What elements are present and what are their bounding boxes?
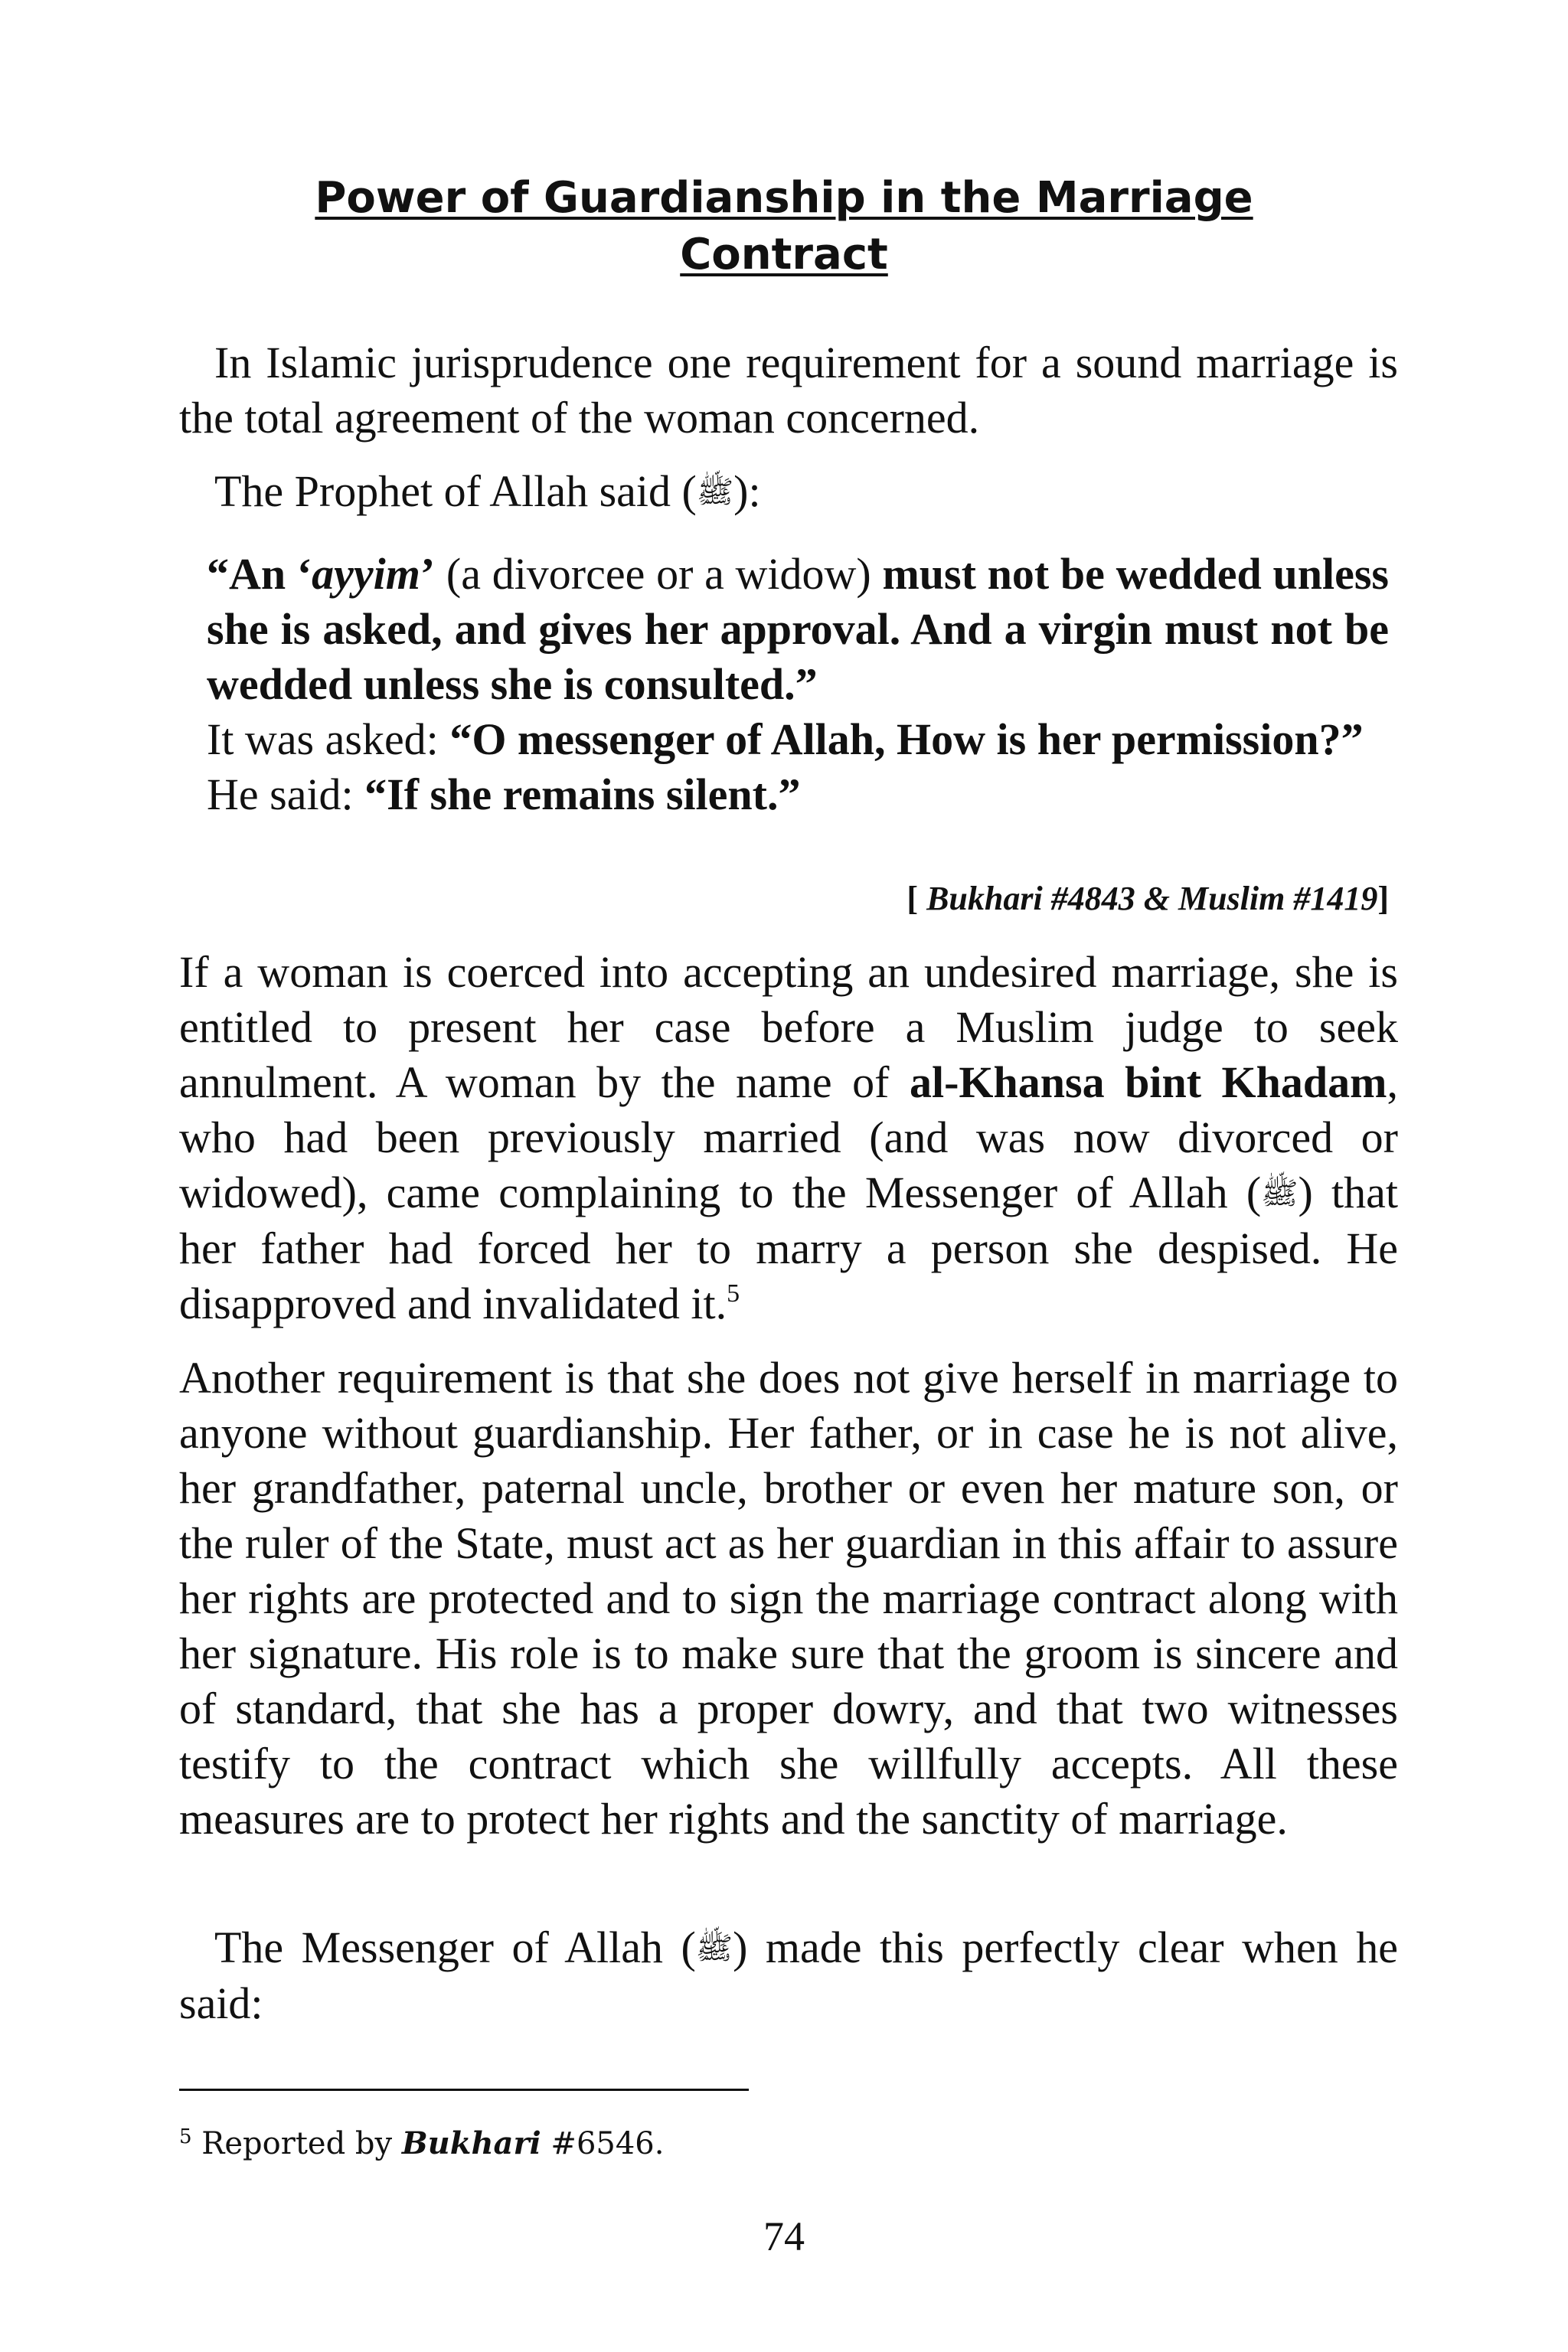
footnote	[179, 2124, 1389, 2164]
footnote-number: 5	[179, 2125, 192, 2148]
paragraph-intro: In Islamic jurisprudence one requirement for a sound marriage is the total agreement of the woman concerned.	[179, 338, 1398, 443]
quote-open: “An ‘	[207, 549, 312, 599]
footnote-divider	[179, 2089, 749, 2091]
quote-asked-line	[207, 712, 1389, 767]
citation-text: Bukhari #4843 & Muslim #1419	[926, 880, 1378, 917]
salutation-symbol: ﷺ	[1261, 1176, 1298, 1210]
paragraph4-before: The Messenger of Allah (	[214, 1922, 696, 1972]
hadith-citation	[906, 877, 1389, 920]
footnote-reference[interactable]: 5	[727, 1279, 740, 1308]
prophet-intro-text: The Prophet of Allah said (	[214, 466, 697, 516]
paragraph4-after: ) made this perfectly clear when he said:	[179, 1922, 1398, 2028]
paragraph-messenger	[179, 1920, 1398, 2031]
quote-said-line	[207, 767, 1389, 822]
quote-gloss: (a divorcee or a widow)	[435, 549, 883, 599]
page-title	[179, 170, 1389, 283]
prophet-intro-line	[179, 464, 1398, 520]
paragraph2-after: ) that her father had forced her to marry a person she despised. He disapproved and invalidated it.	[179, 1168, 1398, 1328]
quote-asked-prefix: It was asked:	[207, 714, 450, 764]
quote-bold-rest: must not be wedded unless she is asked, and gives her approval. And a virgin must not be wedded unless she is consulted.”	[207, 549, 1389, 709]
salutation-symbol: ﷺ	[695, 1931, 733, 1965]
footnote-source: Bukhari	[401, 2125, 541, 2161]
footnote-prefix: Reported by	[191, 2126, 402, 2161]
footnote-ref: #6546.	[541, 2126, 665, 2161]
page-number: 74	[763, 2213, 805, 2259]
prophet-intro-after: ):	[733, 466, 761, 516]
title-line-2: Contract	[680, 230, 888, 279]
quote-term-ayyim: ayyim	[312, 549, 420, 599]
title-line-1: Power of Guardianship in the Marriage	[315, 173, 1253, 223]
citation-close: ]	[1377, 880, 1389, 917]
paragraph2-before: If a woman is coerced into accepting an undesired marriage, she is entitled to present her case before a Muslim judge to seek annulment. A woman by the name of	[179, 947, 1398, 1107]
salutation-symbol: ﷺ	[696, 475, 734, 509]
quote-main	[207, 547, 1389, 712]
quote-term-close: ’	[420, 549, 436, 599]
paragraph2-middle: , who had been previously married (and was now divorced or widowed), came complaining to the Messenger of Allah (	[179, 1057, 1398, 1217]
quote-said-prefix: He said:	[207, 769, 365, 819]
citation-open: [	[906, 880, 927, 917]
person-name: al-Khansa bint Khadam	[909, 1057, 1387, 1107]
quote-said-bold: “If she remains silent.”	[364, 769, 801, 819]
quote-asked-bold: “O messenger of Allah, How is her permission?”	[449, 714, 1364, 764]
paragraph-coercion	[179, 945, 1398, 1331]
hadith-quote	[207, 547, 1389, 822]
paragraph-guardianship: Another requirement is that she does not give herself in marriage to anyone without guardianship. Her father, or in case he is not alive, her grandfather, paternal uncle, brother or even her mature son, or the ruler of the State, must act as her guardian in this affair to assure her rights are protected and to sign the marriage contract along with her signature. His role is to make sure that the groom is sincere and of standard, that she has a proper dowry, and that two witnesses testify to the contract which she willfully accepts. All these measures are to protect her rights and the sanctity of marriage.	[179, 1353, 1398, 1844]
